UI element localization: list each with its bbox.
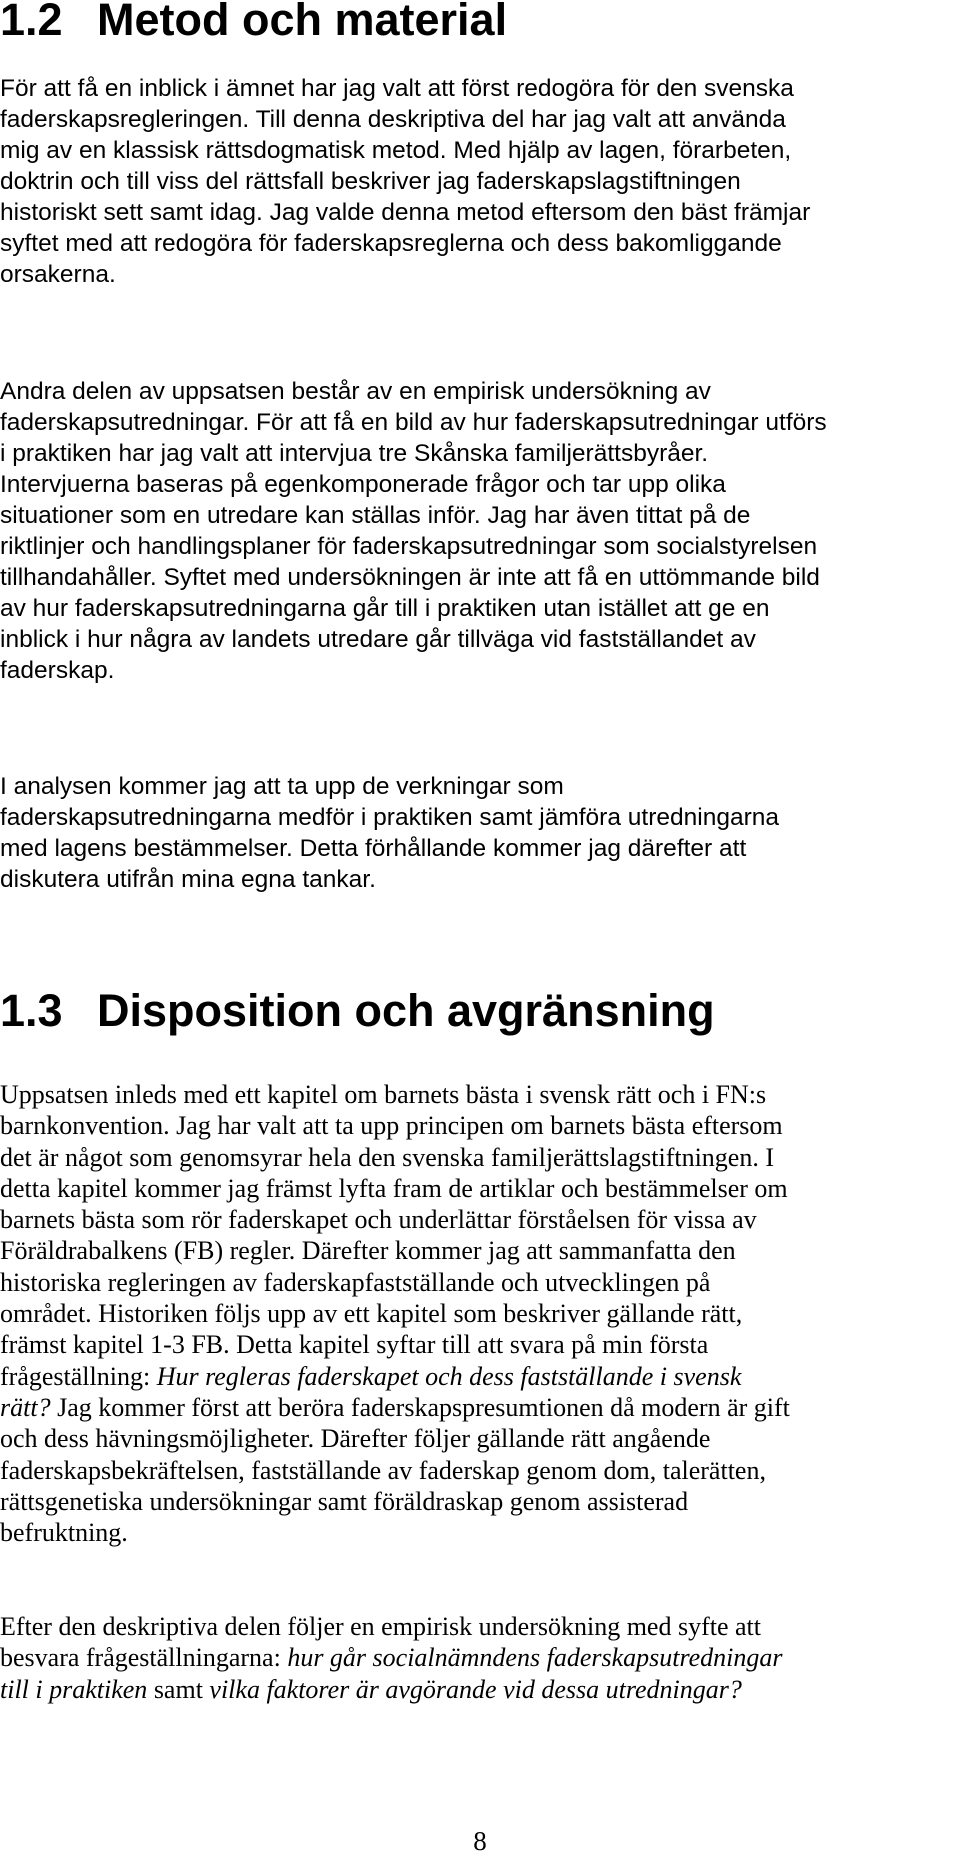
- text-line: orsakerna.: [0, 261, 116, 288]
- text-line: Föräldrabalkens (FB) regler. Därefter kommer jag att sammanfatta den: [0, 1236, 736, 1266]
- text-line: området. Historiken följs upp av ett kapitel som beskriver gällande rätt,: [0, 1299, 743, 1329]
- paragraph-method-intro: [0, 73, 810, 290]
- text-line: [0, 1674, 783, 1705]
- text-line: riktlinjer och handlingsplaner för faderskapsutredningar som socialstyrelsen: [0, 533, 818, 560]
- text-line: rättsgenetiska undersökningar samt föräldraskap genom assisterad: [0, 1486, 689, 1516]
- text-line: mig av en klassisk rättsdogmatisk metod. Med hjälp av lagen, förarbeten,: [0, 137, 792, 164]
- text-run: besvara frågeställningarna:: [0, 1643, 288, 1673]
- text-line: faderskapsregleringen. Till denna deskriptiva del har jag valt att använda: [0, 106, 786, 133]
- section-title: Metod och material: [97, 0, 508, 45]
- text-line: av hur faderskapsutredningarna går till i praktiken utan istället att ge en: [0, 595, 770, 622]
- paragraph-empirical-study: [0, 376, 827, 686]
- section-title: Disposition och avgränsning: [97, 985, 715, 1036]
- text-line: inblick i hur några av landets utredare går tillväga vid fastställandet av: [0, 626, 756, 653]
- text-line: [0, 1392, 790, 1423]
- text-line: faderskapsbekräftelsen, fastställande av faderskap genom dom, talerätten,: [0, 1455, 766, 1485]
- section-number: 1.3: [0, 985, 63, 1036]
- text-line: barnets bästa som rör faderskapet och underlättar förståelsen för vissa av: [0, 1205, 757, 1235]
- text-line: diskutera utifrån mina egna tankar.: [0, 866, 376, 893]
- research-question-text: rätt?: [0, 1392, 51, 1422]
- text-run: frågeställning:: [0, 1361, 157, 1391]
- text-line: [0, 1361, 790, 1392]
- text-line: barnkonvention. Jag har valt att ta upp principen om barnets bästa eftersom: [0, 1111, 783, 1141]
- text-line: situationer som en utredare kan ställas inför. Jag har även tittat på de: [0, 502, 751, 529]
- paragraph-analysis: [0, 771, 779, 895]
- text-line: det är något som genomsyrar hela den svenska familjerättslagstiftningen. I: [0, 1142, 774, 1172]
- paragraph-empirical-questions: [0, 1611, 783, 1705]
- research-question-text: vilka faktorer är avgörande vid dessa utredningar?: [209, 1674, 742, 1704]
- text-line: För att få en inblick i ämnet har jag valt att först redogöra för den svenska: [0, 75, 794, 102]
- paragraph-disposition: [0, 1079, 790, 1548]
- text-line: faderskapsutredningarna medför i praktiken samt jämföra utredningarna: [0, 804, 779, 831]
- text-line: Andra delen av uppsatsen består av en empirisk undersökning av: [0, 378, 711, 405]
- text-line: historiska regleringen av faderskapfastställande och utvecklingen på: [0, 1267, 711, 1297]
- text-line: främst kapitel 1-3 FB. Detta kapitel syftar till att svara på min första: [0, 1330, 709, 1360]
- text-run: Jag kommer först att beröra faderskapspresumtionen då modern är gift: [50, 1392, 790, 1422]
- section-heading-1-3: [0, 985, 715, 1037]
- text-line: Efter den deskriptiva delen följer en empirisk undersökning med syfte att: [0, 1612, 761, 1641]
- text-line: med lagens bestämmelser. Detta förhållande kommer jag därefter att: [0, 835, 747, 862]
- page-number: 8: [473, 1826, 487, 1856]
- text-line: Intervjuerna baseras på egenkomponerade frågor och tar upp olika: [0, 471, 726, 498]
- text-line: i praktiken har jag valt att intervjua tre Skånska familjerättsbyråer.: [0, 440, 709, 467]
- research-question-text: hur går socialnämndens faderskapsutredningar: [287, 1643, 783, 1673]
- text-line: doktrin och till viss del rättsfall beskriver jag faderskapslagstiftningen: [0, 168, 741, 195]
- text-line: syftet med att redogöra för faderskapsreglerna och dess bakomliggande: [0, 230, 782, 257]
- text-line: detta kapitel kommer jag främst lyfta fram de artiklar och bestämmelser om: [0, 1173, 788, 1203]
- section-number: 1.2: [0, 0, 63, 45]
- research-question-text: till i praktiken: [0, 1674, 148, 1704]
- text-line: I analysen kommer jag att ta upp de verkningar som: [0, 773, 564, 800]
- text-line: [0, 1642, 783, 1673]
- text-run: samt: [147, 1674, 210, 1704]
- text-line: faderskapsutredningar. För att få en bild av hur faderskapsutredningar utförs: [0, 409, 827, 436]
- text-line: historiskt sett samt idag. Jag valde denna metod eftersom den bäst främjar: [0, 199, 811, 226]
- text-line: befruktning.: [0, 1518, 128, 1548]
- text-line: och dess hävningsmöjligheter. Därefter följer gällande rätt angående: [0, 1424, 711, 1454]
- text-line: faderskap.: [0, 657, 115, 684]
- research-question-text: Hur regleras faderskapet och dess fastställande i svensk: [156, 1361, 742, 1391]
- text-line: tillhandahåller. Syftet med undersökningen är inte att få en uttömmande bild: [0, 564, 820, 591]
- section-heading-1-2: [0, 0, 507, 46]
- text-line: Uppsatsen inleds med ett kapitel om barnets bästa i svensk rätt och i FN:s: [0, 1080, 767, 1109]
